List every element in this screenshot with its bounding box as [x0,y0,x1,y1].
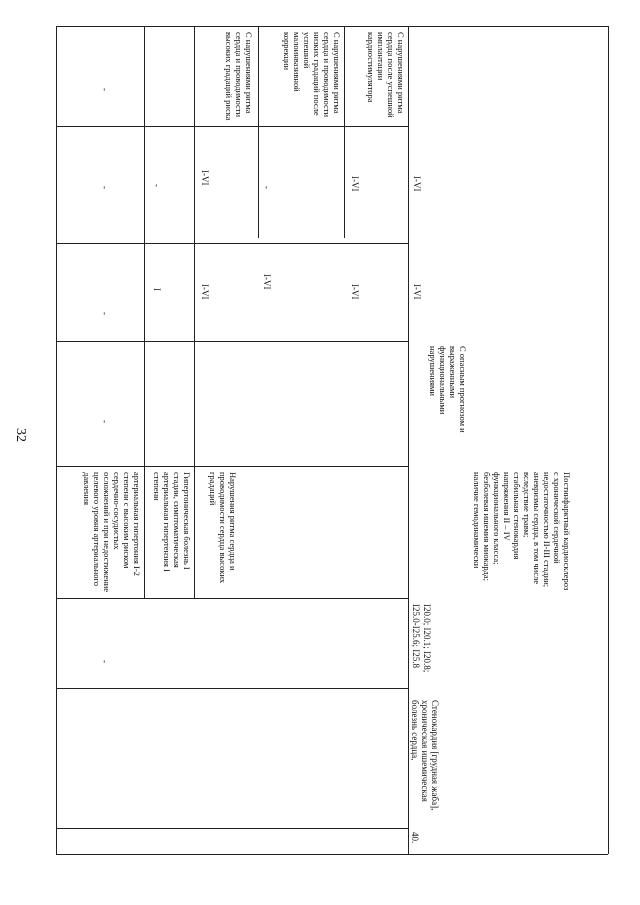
mark-a-5: I-VI [412,284,422,300]
condition-2: Гипертоническая болезнь I стадии, симптоматическая артериальная гипертензия I степени [152,472,192,572]
empty-cell-dash-3: - [100,88,110,91]
mark-b-0: - [100,186,110,189]
row-name: Стенокардия [грудная жаба], хроническая ишемическая болезнь сердца, [410,700,440,811]
row-sep-2 [194,26,195,598]
mark-a-3: I-VI [262,274,272,290]
mark-a-0: - [100,312,110,315]
mark-b-1: - [152,184,162,187]
condition-3: Нарушения ритма сердца и проводимости сердца высоких градаций [208,472,238,584]
mark-a-1: I [152,288,162,291]
right-note-2: С нарушениями ритма сердца и проводимости низких градаций после успешной малоинвазивной коррекции [282,32,342,117]
row-sep-5 [408,26,409,854]
col-divider-4 [56,466,408,467]
col-divider-2 [56,243,408,244]
col-divider-6 [56,688,408,689]
condition-4: Постинфарктный кардиосклероз с хронической сердечной недостаточностью II-III стадии; аневризмы сердца, в том числе вследствие травм; стабильная стенокардия напряжения II – IV функционального класса; безболевая ишемия миокарда; наличие гемодинамически [472,472,572,591]
mark-b-2: I-VI [200,170,210,186]
table-top-border [56,26,608,27]
mark-b-4: I-VI [350,176,360,192]
empty-cell-dash-1: - [100,420,110,423]
row-sep-4 [344,26,345,238]
col-divider-3 [56,341,408,342]
mark-b-5: I-VI [412,176,422,192]
table-bottom-border [56,854,608,855]
right-note-3: С нарушениями ритма сердца после успешной имплантации кардиостимулятора [366,32,406,118]
row-sep-3 [258,26,259,238]
condition-1: артериальная гипертония I-2 степени с высоким риском сердечно-сосудистых осложнений и при недостижение целевого уровня артериального давления [82,472,142,593]
row-number: 40. [410,832,420,844]
extra-condition: С опасным прогнозом и выраженными функциональными нарушениями [428,346,468,433]
col-divider-7 [56,828,408,829]
mark-a-4: I-VI [350,284,360,300]
col-divider-1 [56,126,408,127]
empty-cell-dash-2: - [100,660,110,663]
right-note-1: С нарушениями ритма сердца и проводимости высоких градаций риска [224,32,254,121]
diagnosis-codes: I20.0; I20.1; I20.8; I25.0-I25.6; I25.8 [411,604,432,673]
row-sep-1 [144,26,145,598]
row-border-right [608,26,609,854]
mark-b-3: - [262,186,272,189]
page-number: 32 [13,428,28,442]
row-border-left [56,26,57,854]
col-divider-5 [56,598,408,599]
mark-a-2: I-VI [200,284,210,300]
